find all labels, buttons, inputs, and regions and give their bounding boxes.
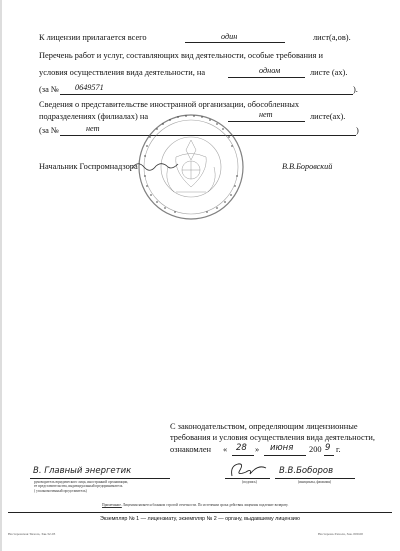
branches-sheets-suffix: листе(ах). (310, 112, 346, 121)
works-number-suffix: ). (353, 85, 358, 94)
branches-line2: подразделениях (филиалах) на (39, 112, 149, 121)
head-name: В.В.Боровский (282, 162, 333, 171)
licensee-name-underline (275, 478, 355, 479)
ack-year-suffix: 9 (325, 443, 331, 453)
footer-divider (8, 512, 392, 513)
licensee-position-caption: руководитель юридического лица, иностранной организации, ее представительства, индивидуальный предприниматель ( уполномоченный представитель) (34, 480, 129, 493)
footer-copies: Экземпляр № 1 — лицензиату, экземпляр № 2 — органу, выдавшему лицензию (100, 516, 300, 522)
note-text: Лицензия является бланком строгой отчетности. По истечении срока действия лицензия подлежит возврату. (122, 503, 289, 507)
ack-day: 28 (236, 443, 247, 453)
ack-month: июня (270, 443, 294, 453)
licensee-name-caption: (инициалы, фамилия) (298, 480, 332, 484)
branches-sheets-value: нет (259, 110, 273, 119)
footer-print-left: Нестеровская Тизола, Зак.32-03 (8, 532, 56, 536)
works-number-prefix: (за № (39, 85, 59, 94)
licensee-signature-scribble (228, 460, 270, 480)
attachment-count-label: К лицензии прилагается всего (39, 33, 147, 42)
works-list-line1: Перечень работ и услуг, составляющих вид деятельности, особые требования и (39, 51, 323, 60)
ack-line3-prefix: ознакомлен (170, 445, 212, 454)
head-signature-scribble (130, 158, 180, 172)
works-sheets-value: одном (259, 66, 281, 75)
ack-quote-close: » (255, 445, 260, 454)
ack-month-underline (264, 455, 306, 456)
attachment-count-value: один (221, 32, 238, 41)
branches-number-prefix: (за № (39, 126, 59, 135)
ack-line2: требования и условия осуществления вида деятельности, (170, 433, 375, 442)
works-number-underline (60, 94, 353, 95)
works-sheets-suffix: листе (ах). (310, 68, 348, 77)
works-number-value: 0649571 (75, 83, 104, 92)
footer-print-right: Нестерова-Тизола, Зак. 000.00 (318, 532, 364, 536)
ack-year-end: г. (336, 445, 341, 454)
ack-quote-open: « (223, 445, 228, 454)
ack-day-underline (232, 455, 254, 456)
note-row (102, 503, 288, 507)
branches-line1: Сведения о представительстве иностранной организации, обособленных (39, 100, 300, 109)
head-position: Начальник Госпромнадзора (39, 162, 138, 171)
works-sheets-underline (228, 77, 305, 78)
note-label: Примечание. (102, 503, 122, 507)
licensee-signature-caption: (подпись) (242, 480, 257, 484)
licensee-name-handwritten: В.В.Боборов (279, 466, 334, 476)
ack-line1: С законодательством, определяющим лицензионные (170, 422, 358, 431)
attachment-count-suffix: лист(а,ов). (313, 33, 351, 42)
ack-year-underline (324, 455, 334, 456)
licensee-position-underline (30, 478, 170, 479)
licensee-position-handwritten: В. Главный энергетик (33, 466, 132, 476)
works-list-line2: условия осуществления вида деятельности, на (39, 68, 206, 77)
scan-edge (0, 0, 2, 551)
ack-year-prefix: 200 (309, 445, 322, 454)
branches-number-suffix: ) (356, 126, 359, 135)
attachment-count-underline (185, 42, 285, 43)
branches-number-value: нет (86, 124, 100, 133)
